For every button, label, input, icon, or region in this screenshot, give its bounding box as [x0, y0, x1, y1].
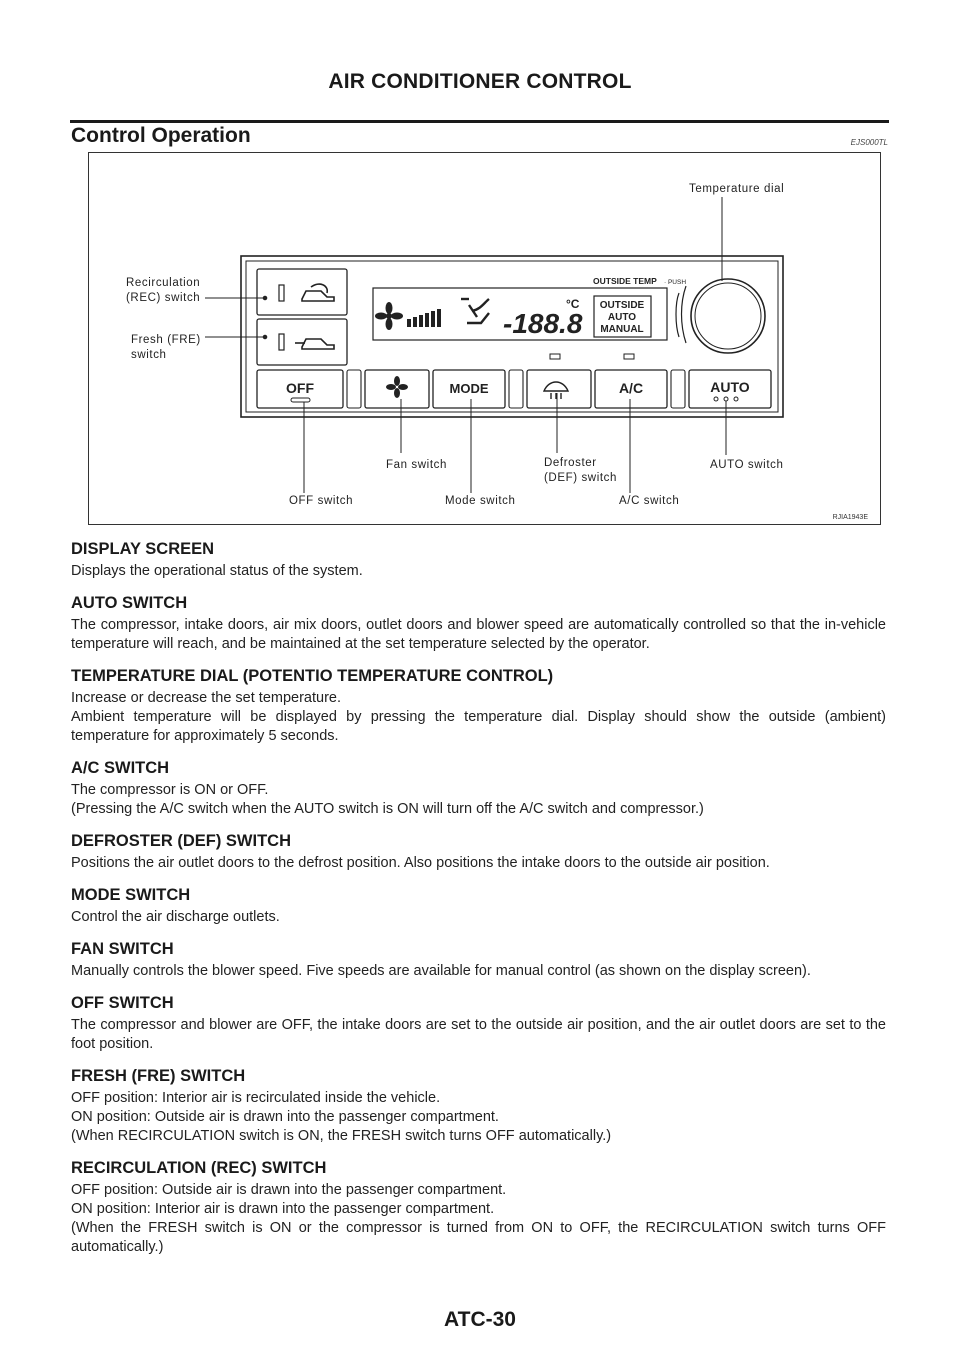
label-off-switch: OFF switch: [289, 495, 354, 507]
item-text: The compressor, intake doors, air mix doors, outlet doors and blower speed are automatically controlled so that the in-vehicle temperature will reach, and be maintained at the set temperature selected by the operator.: [71, 617, 886, 652]
airflow-mode-icon: [461, 299, 489, 323]
spacer-1: [347, 370, 361, 408]
fre-indicator: [279, 334, 284, 350]
mode-button-label: MODE: [449, 381, 489, 396]
label-rec-line2: (REC) switch: [126, 292, 201, 304]
item-text: Increase or decrease the set temperature.: [71, 690, 342, 706]
description-item: [71, 830, 886, 873]
description-item: [71, 538, 886, 581]
push-label: · PUSH: [664, 279, 687, 286]
fan-icon: [375, 302, 403, 330]
item-text: (Pressing the A/C switch when the AUTO switch is ON will turn off the A/C switch and compressor.): [71, 801, 704, 817]
page-number: ATC-30: [444, 1308, 516, 1331]
description-item: [71, 1157, 886, 1257]
auto-indicator-dots: [714, 397, 738, 401]
defroster-button[interactable]: [527, 370, 591, 408]
label-def-line2: (DEF) switch: [544, 472, 618, 484]
label-fre-line1: Fresh (FRE): [131, 334, 201, 346]
recirculation-car-icon: [302, 284, 334, 301]
item-heading: FRESH (FRE) SWITCH: [71, 1067, 246, 1085]
def-indicator-led: [550, 354, 560, 359]
description-item: [71, 1065, 886, 1146]
item-heading: MODE SWITCH: [71, 886, 191, 904]
item-text: Displays the operational status of the system.: [71, 563, 363, 579]
item-text: The compressor and blower are OFF, the intake doors are set to the outside air position, and the air outlet doors are set to the foot position.: [71, 1017, 886, 1052]
item-text: (When the FRESH switch is ON or the compressor is turned from ON to OFF, the RECIRCULATION switch turns OFF automatically.): [71, 1220, 886, 1255]
description-item: [71, 938, 886, 981]
fresh-car-icon: [295, 339, 334, 349]
description-list: [71, 538, 886, 1268]
item-text: Positions the air outlet doors to the defrost position. Also positions the intake doors to the outside air position.: [71, 855, 770, 871]
description-item: [71, 992, 886, 1054]
description-item: [71, 592, 886, 654]
item-heading: A/C SWITCH: [71, 759, 170, 777]
celsius-symbol: °C: [566, 297, 580, 311]
display-temperature: -188.8: [503, 308, 583, 339]
section-code: EJS000TL: [850, 138, 888, 147]
item-text: OFF position: Outside air is drawn into the passenger compartment.: [71, 1182, 507, 1198]
item-text: ON position: Interior air is drawn into the passenger compartment.: [71, 1201, 495, 1217]
header-rule: [70, 120, 889, 123]
rec-button[interactable]: [257, 269, 347, 315]
label-ac-switch: A/C switch: [619, 495, 680, 507]
item-text: Manually controls the blower speed. Five speeds are available for manual control (as shown on the display screen).: [71, 963, 811, 979]
description-item: [71, 884, 886, 927]
label-fan-switch: Fan switch: [386, 459, 447, 471]
fan-button-icon: [386, 376, 408, 398]
label-rec-line1: Recirculation: [126, 277, 201, 289]
ac-button-label: A/C: [618, 380, 644, 396]
label-fre-line2: switch: [131, 349, 167, 361]
item-text: (When RECIRCULATION switch is ON, the FRESH switch turns OFF automatically.): [71, 1128, 612, 1144]
item-text: The compressor is ON or OFF.: [71, 782, 269, 798]
section-title: Control Operation: [71, 124, 251, 147]
ac-indicator-led: [624, 354, 634, 359]
off-button-label: OFF: [286, 380, 314, 396]
rec-indicator: [279, 285, 284, 301]
item-heading: DEFROSTER (DEF) SWITCH: [71, 832, 291, 850]
indicator-outside: OUTSIDE: [599, 300, 645, 311]
label-def-line1: Defroster: [544, 457, 597, 469]
item-text: Control the air discharge outlets.: [71, 909, 280, 925]
item-heading: RECIRCULATION (REC) SWITCH: [71, 1159, 327, 1177]
item-heading: TEMPERATURE DIAL (POTENTIO TEMPERATURE CONTROL): [71, 667, 554, 685]
indicator-auto: AUTO: [607, 312, 637, 323]
item-heading: AUTO SWITCH: [71, 594, 188, 612]
label-auto-switch: AUTO switch: [710, 459, 784, 471]
fan-speed-bars: [407, 309, 441, 327]
auto-button-label: AUTO: [710, 379, 750, 395]
spacer-2: [509, 370, 523, 408]
temperature-dial[interactable]: [676, 279, 765, 353]
off-indicator: [291, 398, 310, 402]
fre-button[interactable]: [257, 319, 347, 365]
item-text: ON position: Outside air is drawn into the passenger compartment.: [71, 1109, 499, 1125]
leader-lines: [205, 197, 726, 493]
item-text: Ambient temperature will be displayed by pressing the temperature dial. Display should show the outside (ambient) temperature for approximately 5 seconds.: [71, 709, 886, 744]
label-temperature-dial: Temperature dial: [689, 183, 785, 195]
description-item: [71, 757, 886, 819]
page-header: AIR CONDITIONER CONTROL: [328, 70, 632, 93]
spacer-3: [671, 370, 685, 408]
item-heading: OFF SWITCH: [71, 994, 174, 1012]
label-mode-switch: Mode switch: [445, 495, 516, 507]
item-heading: FAN SWITCH: [71, 940, 174, 958]
defroster-icon: [544, 382, 568, 399]
figure-code: RJIA1943E: [832, 514, 868, 521]
description-item: [71, 665, 886, 746]
outside-temp-label: OUTSIDE TEMP: [593, 276, 657, 286]
indicator-manual: MANUAL: [600, 324, 644, 335]
item-text: OFF position: Interior air is recirculated inside the vehicle.: [71, 1090, 441, 1106]
control-panel-figure: [88, 152, 881, 525]
item-heading: DISPLAY SCREEN: [71, 540, 215, 558]
control-panel-diagram: [89, 153, 879, 523]
